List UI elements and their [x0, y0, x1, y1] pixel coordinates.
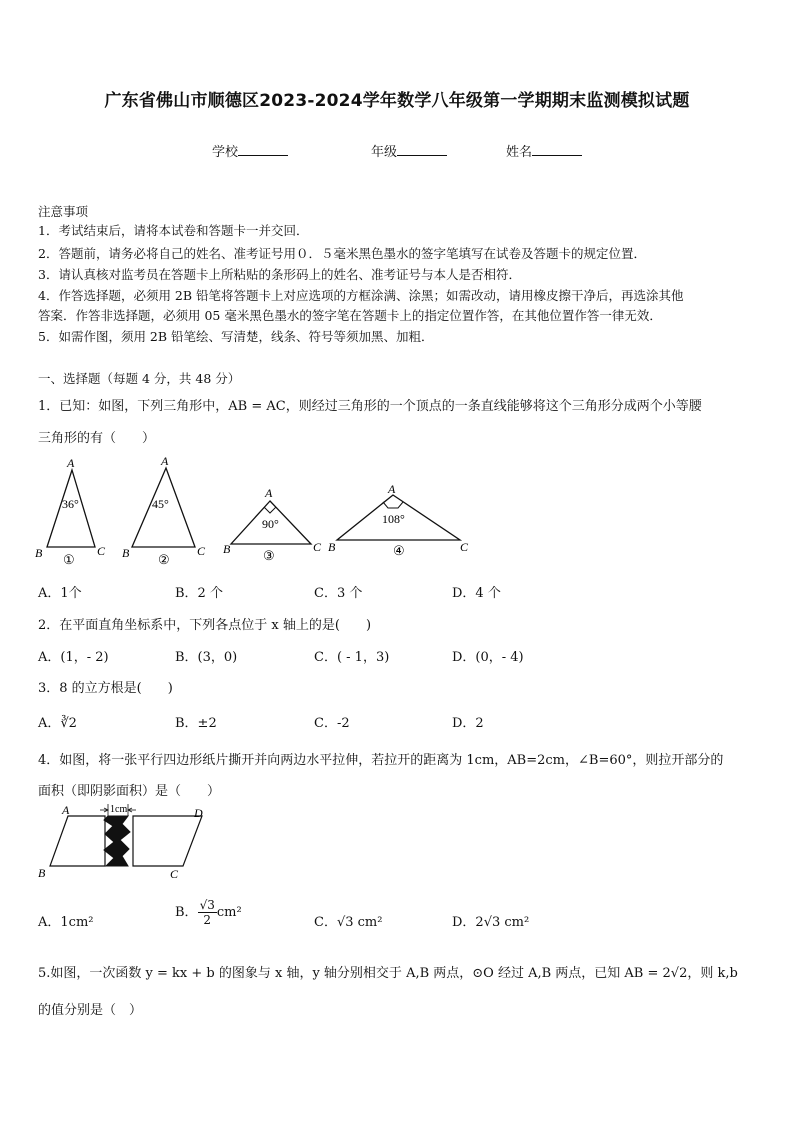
- option-d: D．4 个: [452, 586, 501, 601]
- option-b: B．2 个: [175, 586, 223, 601]
- triangle-3-angle: 90°: [262, 517, 279, 531]
- notice-item: 答案．作答非选择题，必须用 05 毫米黑色墨水的签字笔在答题卡上的指定位置作答，在其他位置作答一律无效．: [38, 308, 662, 323]
- triangle-2-label-a: A: [161, 454, 169, 468]
- triangle-4-angle: 108°: [382, 512, 405, 526]
- triangle-4-label-b: B: [328, 540, 336, 554]
- triangle-4-label-a: A: [388, 482, 396, 496]
- gap-label: 1cm: [110, 804, 128, 815]
- grade-label: 年级: [371, 145, 398, 160]
- triangle-1-label-c: C: [97, 544, 106, 558]
- parallelogram-figure: [30, 800, 230, 886]
- triangle-4: [328, 482, 469, 558]
- question-3-stem: 3．8 的立方根是( ): [38, 681, 173, 696]
- option-c: C．√3 cm²: [314, 915, 383, 930]
- triangle-3-label-c: C: [313, 540, 322, 554]
- triangle-1-label-b: B: [35, 546, 43, 560]
- question-5-stem-cont: 的值分别是（ ）: [38, 1003, 143, 1018]
- fraction-denominator: 2: [203, 913, 212, 927]
- option-b: B．±2: [175, 716, 217, 731]
- question-4-stem-cont: 面积（即阴影面积）是（ ）: [38, 784, 221, 799]
- triangle-2-label-b: B: [122, 546, 130, 560]
- question-1-stem: 1．已知：如图，下列三角形中，AB = AC，则经过三角形的一个顶点的一条直线能够将这个三角形分成两个小等腰: [38, 399, 702, 414]
- triangle-2-number: ②: [158, 552, 170, 567]
- notice-item: 3．请认真核对监考员在答题卡上所粘贴的条形码上的姓名、准考证号与本人是否相符．: [38, 267, 521, 282]
- option-a: A．∛2: [38, 716, 77, 731]
- triangles-figure: [30, 452, 490, 570]
- fraction: [198, 898, 217, 927]
- triangle-3-label-b: B: [223, 542, 231, 556]
- torn-shaded-region: [104, 816, 130, 866]
- option-b: [175, 898, 242, 927]
- notice-item: 2．答题前，请务必将自己的姓名、准考证号用０．５毫米黑色墨水的签字笔填写在试卷及答题卡的规定位置．: [38, 246, 646, 261]
- question-2-stem: 2．在平面直角坐标系中，下列各点位于 x 轴上的是( ): [38, 618, 372, 633]
- name-label: 姓名: [506, 145, 533, 160]
- triangle-3: [223, 486, 322, 563]
- triangle-1-label-a: A: [67, 456, 75, 470]
- school-label: 学校: [212, 145, 239, 160]
- question-4-stem: 4．如图，将一张平行四边形纸片撕开并向两边水平拉伸，若拉开的距离为 1cm，AB=2cm，∠B=60°，则拉开部分的: [38, 753, 724, 768]
- question-5-stem: 5.如图，一次函数 y = kx + b 的图象与 x 轴，y 轴分别相交于 A,B 两点，⊙O 经过 A,B 两点，已知 AB = 2√2，则 k,b: [38, 966, 738, 981]
- option-d: D．2√3 cm²: [452, 915, 530, 930]
- name-blank: [532, 143, 582, 156]
- triangle-4-number: ④: [393, 543, 405, 558]
- option-d: D．2: [452, 716, 484, 731]
- option-b-prefix: B．: [175, 905, 198, 920]
- question-1-stem-cont: 三角形的有（ ）: [38, 431, 156, 446]
- triangle-2-label-c: C: [197, 544, 206, 558]
- notice-item: 4．作答选择题，必须用 2B 铅笔将答题卡上对应选项的方框涂满、涂黑；如需改动，请用橡皮擦干净后，再选涂其他: [38, 288, 684, 303]
- triangle-1-angle: 36°: [62, 497, 79, 511]
- fraction-numerator: √3: [199, 898, 215, 912]
- label-a: A: [62, 803, 70, 817]
- option-c: C．( - 1，3): [314, 650, 390, 665]
- triangle-1: [35, 456, 106, 567]
- option-b: B．(3，0): [175, 650, 238, 665]
- option-a: A．(1，- 2): [38, 650, 109, 665]
- section-heading: 一、选择题（每题 4 分，共 48 分）: [38, 371, 241, 386]
- notice-item: 5．如需作图，须用 2B 铅笔绘、写清楚，线条、符号等须加黑、加粗．: [38, 329, 434, 344]
- notice-item: 1．考试结束后，请将本试卷和答题卡一并交回．: [38, 223, 309, 238]
- label-d: D: [194, 806, 203, 820]
- notice-heading: 注意事项: [38, 204, 89, 219]
- school-blank: [238, 143, 288, 156]
- option-a: A．1cm²: [38, 915, 94, 930]
- option-c: C．3 个: [314, 586, 363, 601]
- triangle-4-label-c: C: [460, 540, 469, 554]
- school-field: [212, 141, 288, 160]
- triangle-2-angle: 45°: [152, 497, 169, 511]
- option-d: D．(0，- 4): [452, 650, 524, 665]
- grade-blank: [397, 143, 447, 156]
- grade-field: [371, 141, 447, 160]
- name-field: [506, 141, 582, 160]
- triangle-2: [122, 454, 206, 567]
- label-c: C: [170, 867, 179, 881]
- triangle-1-number: ①: [63, 552, 75, 567]
- option-b-unit: cm²: [216, 905, 242, 920]
- triangle-3-label-a: A: [265, 486, 273, 500]
- triangle-3-number: ③: [263, 548, 275, 563]
- option-a: A．1个: [38, 586, 82, 601]
- page-title: 广东省佛山市顺德区2023-2024学年数学八年级第一学期期末监测模拟试题: [104, 91, 690, 111]
- label-b: B: [38, 866, 46, 880]
- option-c: C．-2: [314, 716, 350, 731]
